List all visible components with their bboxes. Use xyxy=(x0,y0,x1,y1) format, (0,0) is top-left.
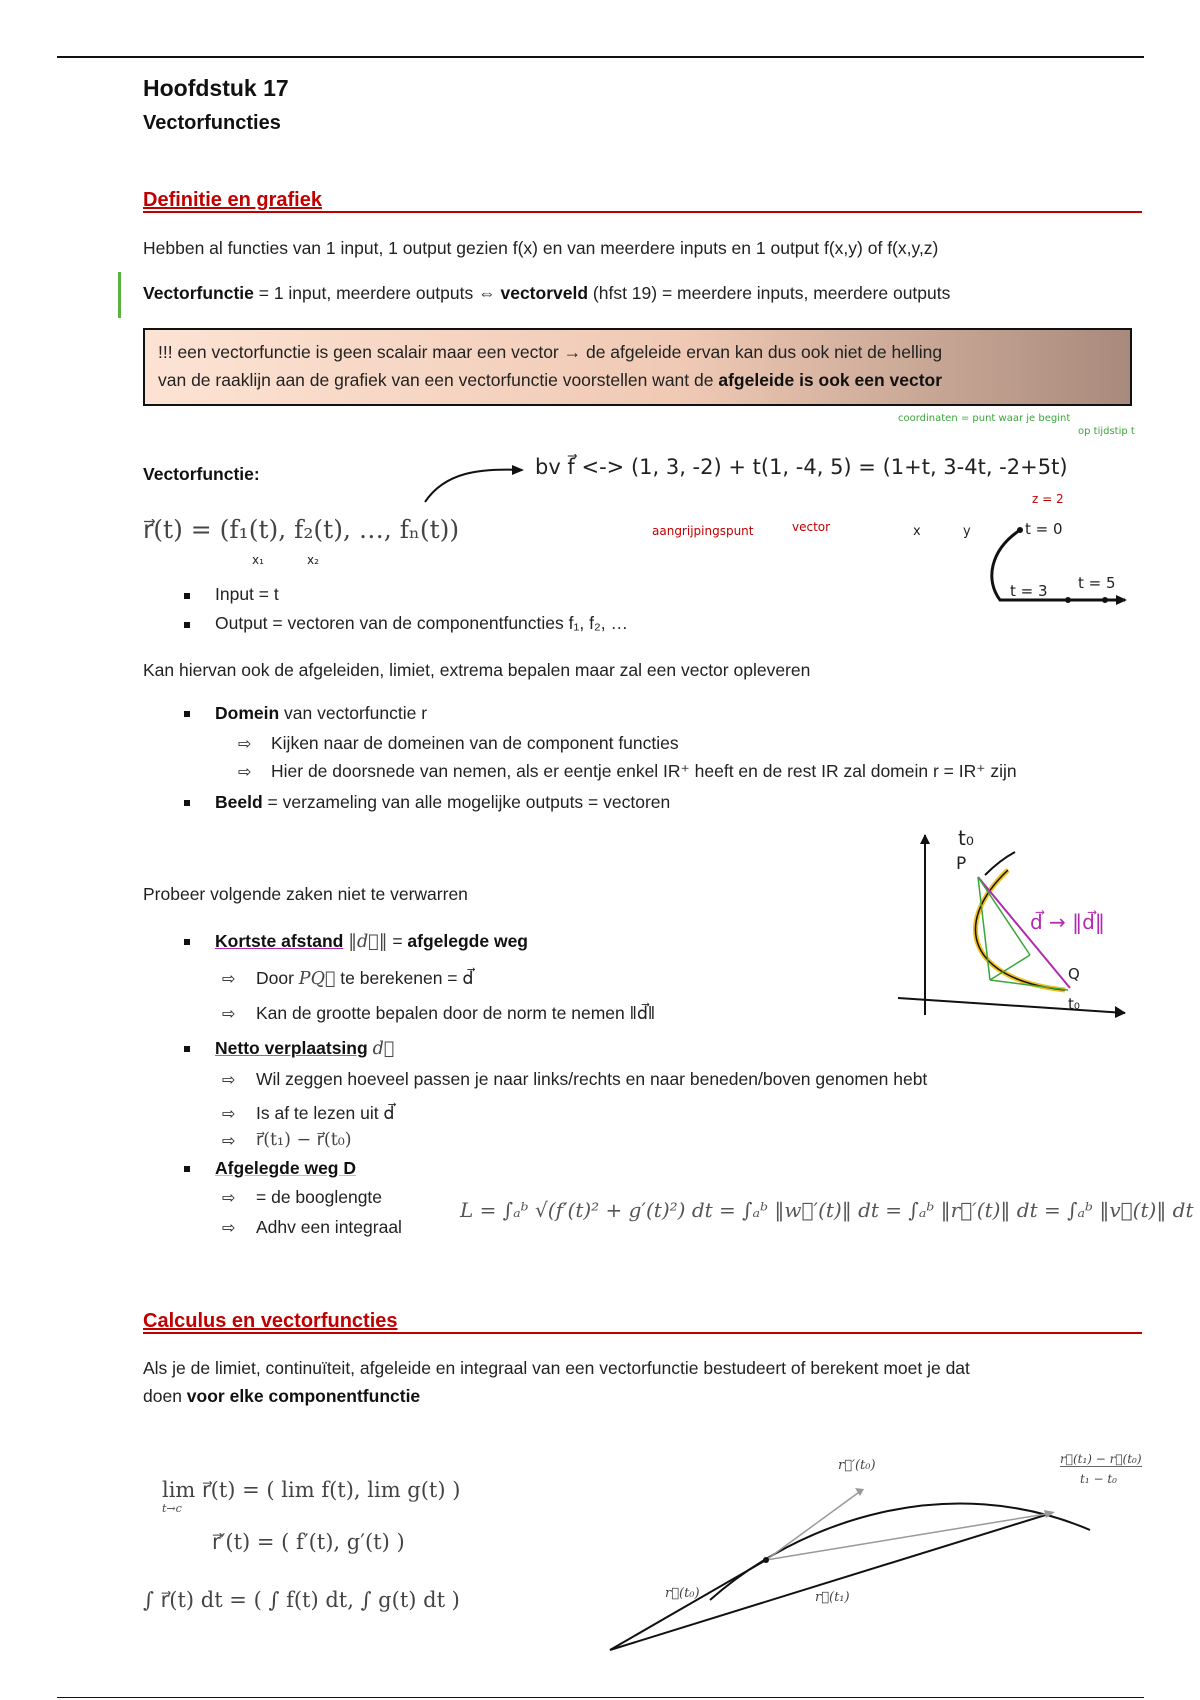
intro-text: Hebben al functies van 1 input, 1 output gezien f(x) en van meerdere inputs en 1 output f(x,y) of f(x,y,z) xyxy=(143,238,939,258)
label-t3: t = 3 xyxy=(1010,582,1048,600)
calculus-line-2 xyxy=(143,1386,420,1407)
term-domein: Domein xyxy=(215,703,280,723)
arrow-icon: ⇨ xyxy=(222,1106,236,1123)
graph1-p: P xyxy=(956,854,967,874)
norm-d: ‖d⃗‖ xyxy=(348,932,388,952)
derivative-formula: r⃗′(t) = ( f′(t), g′(t) ) xyxy=(212,1530,405,1554)
example-equation: bv f⃗ <-> (1, 3, -2) + t(1, -4, 5) = (1+t, 3-4t, -2+5t) xyxy=(535,455,1068,479)
section-title-definitie: Definitie en grafiek xyxy=(143,189,322,211)
input-text: Input = t xyxy=(215,584,279,604)
arrow-icon: ⇨ xyxy=(222,1220,236,1237)
term-kortste-afstand: Kortste afstand xyxy=(215,931,344,951)
vectorfunctie-definition xyxy=(143,283,950,304)
d-vector: d⃗ xyxy=(372,1039,395,1059)
term-vectorfunctie: Vectorfunctie xyxy=(143,283,254,303)
netto-sub1: Wil zeggen hoeveel passen je naar links/rechts en naar beneden/boven genomen hebt xyxy=(256,1069,928,1089)
term-vectorveld: vectorveld xyxy=(500,283,589,303)
limit-formula: lim r⃗(t) = ( lim f(t), lim g(t) ) xyxy=(162,1478,461,1502)
bullet xyxy=(184,593,190,599)
bullet xyxy=(184,622,190,628)
label-r-prime-t0: r⃗′(t₀) xyxy=(838,1458,876,1473)
label-x: x xyxy=(913,524,921,539)
label-aangrijpingspunt: aangrijpingspunt xyxy=(652,524,754,538)
bullet xyxy=(184,800,190,806)
note-line-2: op tijdstip t xyxy=(1078,426,1135,437)
label-r-t0: r⃗(t₀) xyxy=(665,1586,700,1601)
calculus-line-2b: voor elke componentfunctie xyxy=(186,1386,421,1406)
beeld-text: = verzameling van alle mogelijke outputs = vectoren xyxy=(262,792,671,812)
domein-sub1: Kijken naar de domeinen van de component functies xyxy=(271,733,679,753)
arrow-icon: ⇨ xyxy=(222,1072,236,1089)
arc-length-formula: L = ∫ₐᵇ √(f′(t)² + g′(t)²) dt = ∫ₐᵇ ‖w⃗′(t)‖ dt = ∫ₐᵇ ‖r⃗′(t)‖ dt = ∫ₐᵇ ‖v⃗(t)‖ dt xyxy=(460,1198,1194,1222)
top-rule xyxy=(57,56,1144,58)
warning-line-2a: van de raaklijn aan de grafiek van een vectorfunctie voorstellen want de xyxy=(158,370,719,390)
highlight-bar xyxy=(118,272,121,318)
section-title-calculus: Calculus en vectorfuncties xyxy=(143,1310,398,1332)
arrow-icon: ⇨ xyxy=(222,1190,236,1207)
kortste-sub1 xyxy=(256,968,474,989)
label-t5: t = 5 xyxy=(1078,574,1116,592)
arrow-icon: ⇨ xyxy=(222,1133,236,1150)
example-arrow xyxy=(420,462,530,507)
calculus-line-1: Als je de limiet, continuïteit, afgeleide en integraal van een vectorfunctie bestudeert of berekent moet je dat xyxy=(143,1358,970,1378)
beeld-item xyxy=(215,792,670,813)
kortste-item xyxy=(215,931,528,952)
chapter-title: Hoofdstuk 17 xyxy=(143,75,289,101)
graph1-t0: t₀ xyxy=(958,826,974,850)
netto-item xyxy=(215,1038,394,1059)
warning-box xyxy=(143,328,1132,406)
graph1-dlabel: d⃗ → ‖d⃗‖ xyxy=(1030,910,1105,934)
sub-x2: x₂ xyxy=(307,553,319,567)
domein-item xyxy=(215,703,427,724)
warning-line-2 xyxy=(158,370,942,391)
calculus-line-2a: doen xyxy=(143,1386,187,1406)
quotient-numerator: r⃗(t₁) − r⃗(t₀) xyxy=(1060,1452,1142,1466)
bullet xyxy=(184,1046,190,1052)
bullet xyxy=(184,711,190,717)
quotient-denominator: t₁ − t₀ xyxy=(1080,1472,1117,1486)
term-netto-verplaatsing: Netto verplaatsing xyxy=(215,1038,368,1058)
kortste-eq: = xyxy=(387,931,408,951)
sub-x1: x₁ xyxy=(252,553,264,567)
pq-vector: PQ⃗ xyxy=(298,969,336,989)
afgelegd-sub2: Adhv een integraal xyxy=(256,1217,402,1237)
vf-text1: = 1 input, meerdere outputs ⇔ xyxy=(253,283,501,303)
label-r-t1: r⃗(t₁) xyxy=(815,1590,850,1605)
label-y: y xyxy=(963,524,971,539)
bullet xyxy=(184,1166,190,1172)
output-text: Output = vectoren van de componentfuncties f₁, f₂, … xyxy=(215,613,628,633)
section-rule xyxy=(143,211,1142,213)
graph1-t0b: t₀ xyxy=(1068,995,1080,1013)
kortste-sub2: Kan de grootte bepalen door de norm te nemen ‖d⃗‖ xyxy=(256,1003,656,1023)
section-rule xyxy=(143,1332,1142,1334)
term-afgelegde-weg: afgelegde weg xyxy=(407,931,528,951)
term-beeld: Beeld xyxy=(215,792,263,812)
afgeleiden-text: Kan hiervan ook de afgeleiden, limiet, extrema bepalen maar zal een vector opleveren xyxy=(143,660,811,680)
vectorfunctie-label: Vectorfunctie: xyxy=(143,464,260,484)
arrow-icon: ⇨ xyxy=(238,736,252,753)
kortste-sub1c: te berekenen = d⃗ xyxy=(335,968,474,988)
arrow-icon: ⇨ xyxy=(222,1006,236,1023)
graph1-q: Q xyxy=(1068,965,1080,983)
limit-sub: t→c xyxy=(162,1502,182,1515)
arrow-icon: ⇨ xyxy=(222,971,236,988)
label-t0: t = 0 xyxy=(1025,520,1063,538)
vectorfunctie-formula: r⃗(t) = (f₁(t), f₂(t), …, fₙ(t)) xyxy=(143,515,460,544)
integral-formula: ∫ r⃗(t) dt = ( ∫ f(t) dt, ∫ g(t) dt ) xyxy=(143,1588,460,1612)
page-title: Vectorfuncties xyxy=(143,112,281,134)
vf-text2: (hfst 19) = meerdere inputs, meerdere outputs xyxy=(588,283,951,303)
label-vector: vector xyxy=(792,520,831,534)
note-line-1: coordinaten = punt waar je begint xyxy=(898,413,1071,424)
afgelegd-sub1: = de booglengte xyxy=(256,1187,383,1207)
term-afgelegde-weg-d: Afgelegde weg D xyxy=(215,1158,356,1178)
arrow-icon: ⇨ xyxy=(238,764,252,781)
domein-sub2: Hier de doorsnede van nemen, als er eentje enkel IR⁺ heeft en de rest IR zal domein r = IR⁺ zijn xyxy=(271,761,1017,781)
warning-line-1: !!! een vectorfunctie is geen scalair maar een vector → de afgeleide ervan kan dus ook niet de helling xyxy=(158,342,943,362)
netto-sub2: Is af te lezen uit d⃗ xyxy=(256,1103,395,1123)
derivative-graph xyxy=(600,1450,1160,1660)
kortste-sub1a: Door xyxy=(256,968,299,988)
netto-sub3: r⃗(t₁) − r⃗(t₀) xyxy=(256,1130,352,1150)
bottom-rule xyxy=(57,1697,1144,1698)
domein-text: van vectorfunctie r xyxy=(279,703,428,723)
label-z: z = 2 xyxy=(1032,492,1064,506)
verwarren-text: Probeer volgende zaken niet te verwarren xyxy=(143,884,468,904)
note-coordinaten xyxy=(898,412,1135,438)
warning-line-2b: afgeleide is ook een vector xyxy=(718,370,943,390)
bullet xyxy=(184,939,190,945)
